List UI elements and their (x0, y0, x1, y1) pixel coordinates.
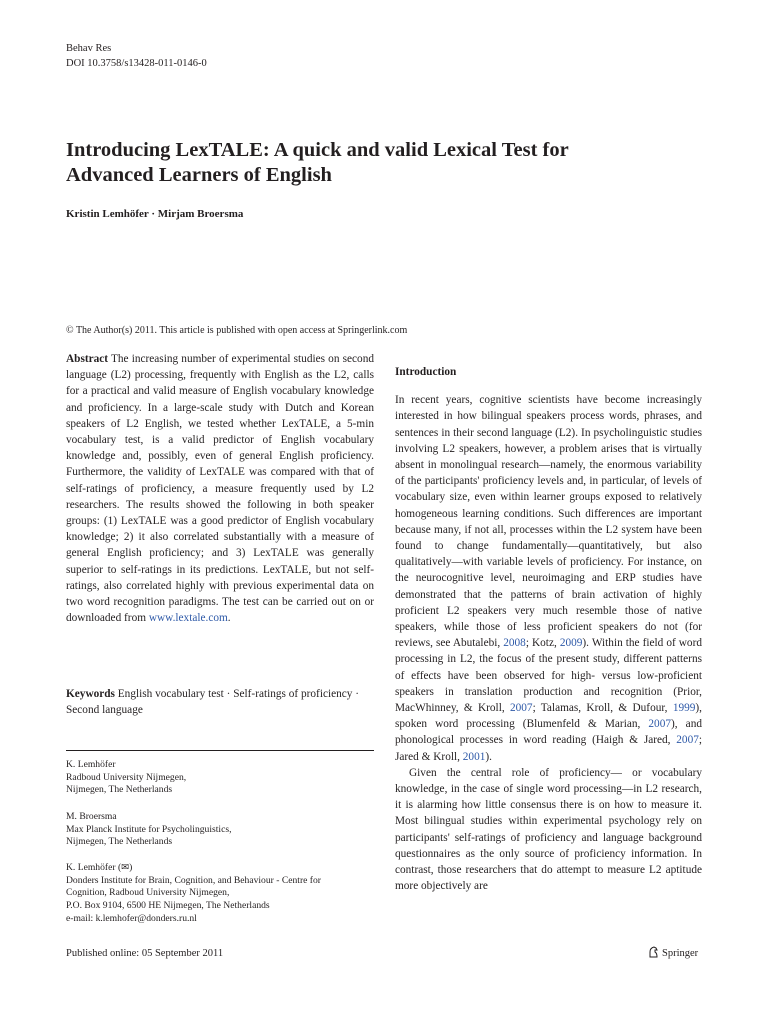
publisher-logo (648, 946, 698, 961)
text-run: ; Talamas, Kroll, & Dufour, (532, 702, 673, 715)
text-run: ), and phonological processes in word reading (Haigh & Jared, (395, 718, 702, 747)
keywords-label: Keywords (66, 688, 115, 700)
abstract (66, 351, 374, 626)
copyright-icon: © (66, 325, 74, 336)
citation-link[interactable]: 2007 (676, 734, 699, 747)
text-run: In recent years, cognitive scientists have become increasingly interested in how bilingual speakers process words, phrases, and sentences in their second language (L2). In psycholinguistic studies involving L2 speakers, however, a problem arises that is virtually absent in monolingual research—namely, the enormous variability of the participants' proficiency levels and, in particular, of levels of vocabulary size, even within learner groups exposed to relatively homogeneous learning conditions. Such differences are important because many, if not all, processes within the L2 system have been found to change fundamentally—quantitatively, but also qualitatively—with variable levels of proficiency. For instance, on the neurocognitive level, neuroimaging and ERP studies have demonstrated that the patterns of brain activation of highly proficient L2 speakers very much resemble those of native speakers, while those of less proficient speakers do not (for reviews, see Abutalebi, (395, 394, 702, 650)
text-run: ; Jared & Kroll, (395, 734, 702, 763)
article-title: Introducing LexTALE: A quick and valid Lexical Test for Advanced Learners of English (66, 139, 569, 186)
affiliation-1 (66, 759, 374, 797)
open-access-note (66, 325, 407, 336)
keywords-text: English vocabulary test · Self-ratings of proficiency · Second language (66, 688, 360, 717)
text-run: ). Within the field of word processing in L2, the focus of the present study, different patterns of effects have been observed for high- versus low-proficient speakers in translation production and recognition (Prior, MacWhinney, & Kroll, (395, 637, 702, 715)
introduction-heading: Introduction (395, 366, 457, 378)
affiliation-line: Donders Institute for Brain, Cognition, and Behaviour - Centre for (66, 874, 321, 886)
abstract-end: . (227, 612, 231, 625)
affiliation-name: K. Lemhöfer (66, 759, 116, 770)
citation-link[interactable]: 1999 (672, 702, 696, 715)
affiliation-name: K. Lemhöfer (✉) (66, 862, 133, 873)
affiliation-line: Max Planck Institute for Psycholinguistics, (66, 823, 232, 835)
abstract-text: The increasing number of experimental studies on second language (L2) processing, frequently with English as the L2, calls for a practical and valid measure of English vocabulary knowledge and proficiency. In a large-scale study with Dutch and Korean speakers of L2 English, we tested whether LexTALE, a 5-min vocabulary test, is a valid predictor of English vocabulary knowledge and, possibly, even of general English proficiency. Furthermore, the validity of LexTALE was compared with that of self-ratings of proficiency, a measure frequently used by L2 researchers. The results showed the following in both speaker groups: (1) LexTALE was a good predictor of English vocabulary knowledge; 2) it also correlated substantially with a measure of general English proficiency; and 3) LexTALE was generally superior to self-ratings in its predictions. LexTALE, but not self-ratings, also correlated highly with previous experimental data on two word recognition paradigms. The test can be carried out on or downloaded from (66, 353, 374, 625)
corresponding-email[interactable]: e-mail: k.lemhofer@donders.ru.nl (66, 912, 197, 924)
citation-link[interactable]: 2007 (648, 718, 671, 731)
citation-link[interactable]: 2008 (503, 637, 526, 650)
text-run: ). (485, 750, 492, 763)
affiliation-3 (66, 862, 374, 926)
affiliation-line: Radboud University Nijmegen, (66, 771, 187, 783)
affiliation-name: M. Broersma (66, 811, 117, 822)
doi: DOI 10.3758/s13428-011-0146-0 (66, 58, 207, 69)
publication-date: Published online: 05 September 2011 (66, 948, 224, 959)
open-access-text: The Author(s) 2011. This article is published with open access at Springerlink.com (75, 325, 408, 336)
lextale-link[interactable]: www.lextale.com (148, 612, 228, 625)
affiliation-divider (66, 750, 374, 751)
journal-name: Behav Res (66, 43, 112, 54)
journal-header (66, 41, 207, 71)
introduction-section (395, 364, 702, 895)
affiliation-line: Nijmegen, The Netherlands (66, 836, 173, 848)
text-run: ; Kotz, (525, 637, 560, 650)
affiliation-line: Cognition, Radboud University Nijmegen, (66, 887, 230, 899)
introduction-paragraph-1 (395, 392, 702, 765)
citation-link[interactable]: 2007 (509, 702, 533, 715)
abstract-label: Abstract (66, 353, 109, 365)
springer-horse-icon (648, 946, 659, 961)
affiliation-line: Nijmegen, The Netherlands (66, 784, 173, 796)
affiliation-line: P.O. Box 9104, 6500 HE Nijmegen, The Netherlands (66, 900, 270, 912)
publisher-name: Springer (662, 948, 699, 959)
introduction-paragraph-2: Given the central role of proficiency— or vocabulary knowledge, in the case of single word processing—in L2 research, it is alarming how little consensus there is on how to measure it. Most bilingual studies within experimental psychology rely on participants' self-ratings of proficiency and language background questionnaires as the only source of proficiency information. In contrast, those researchers that do attempt to measure L2 aptitude more objectively are (395, 766, 702, 893)
citation-link[interactable]: 2009 (559, 637, 583, 650)
article-authors: Kristin Lemhöfer · Mirjam Broersma (66, 208, 244, 220)
citation-link[interactable]: 2001 (462, 750, 486, 763)
text-run: ), spoken word processing (Blumenfeld & Marian, (395, 702, 702, 731)
keywords (66, 686, 374, 718)
affiliation-2 (66, 811, 374, 849)
